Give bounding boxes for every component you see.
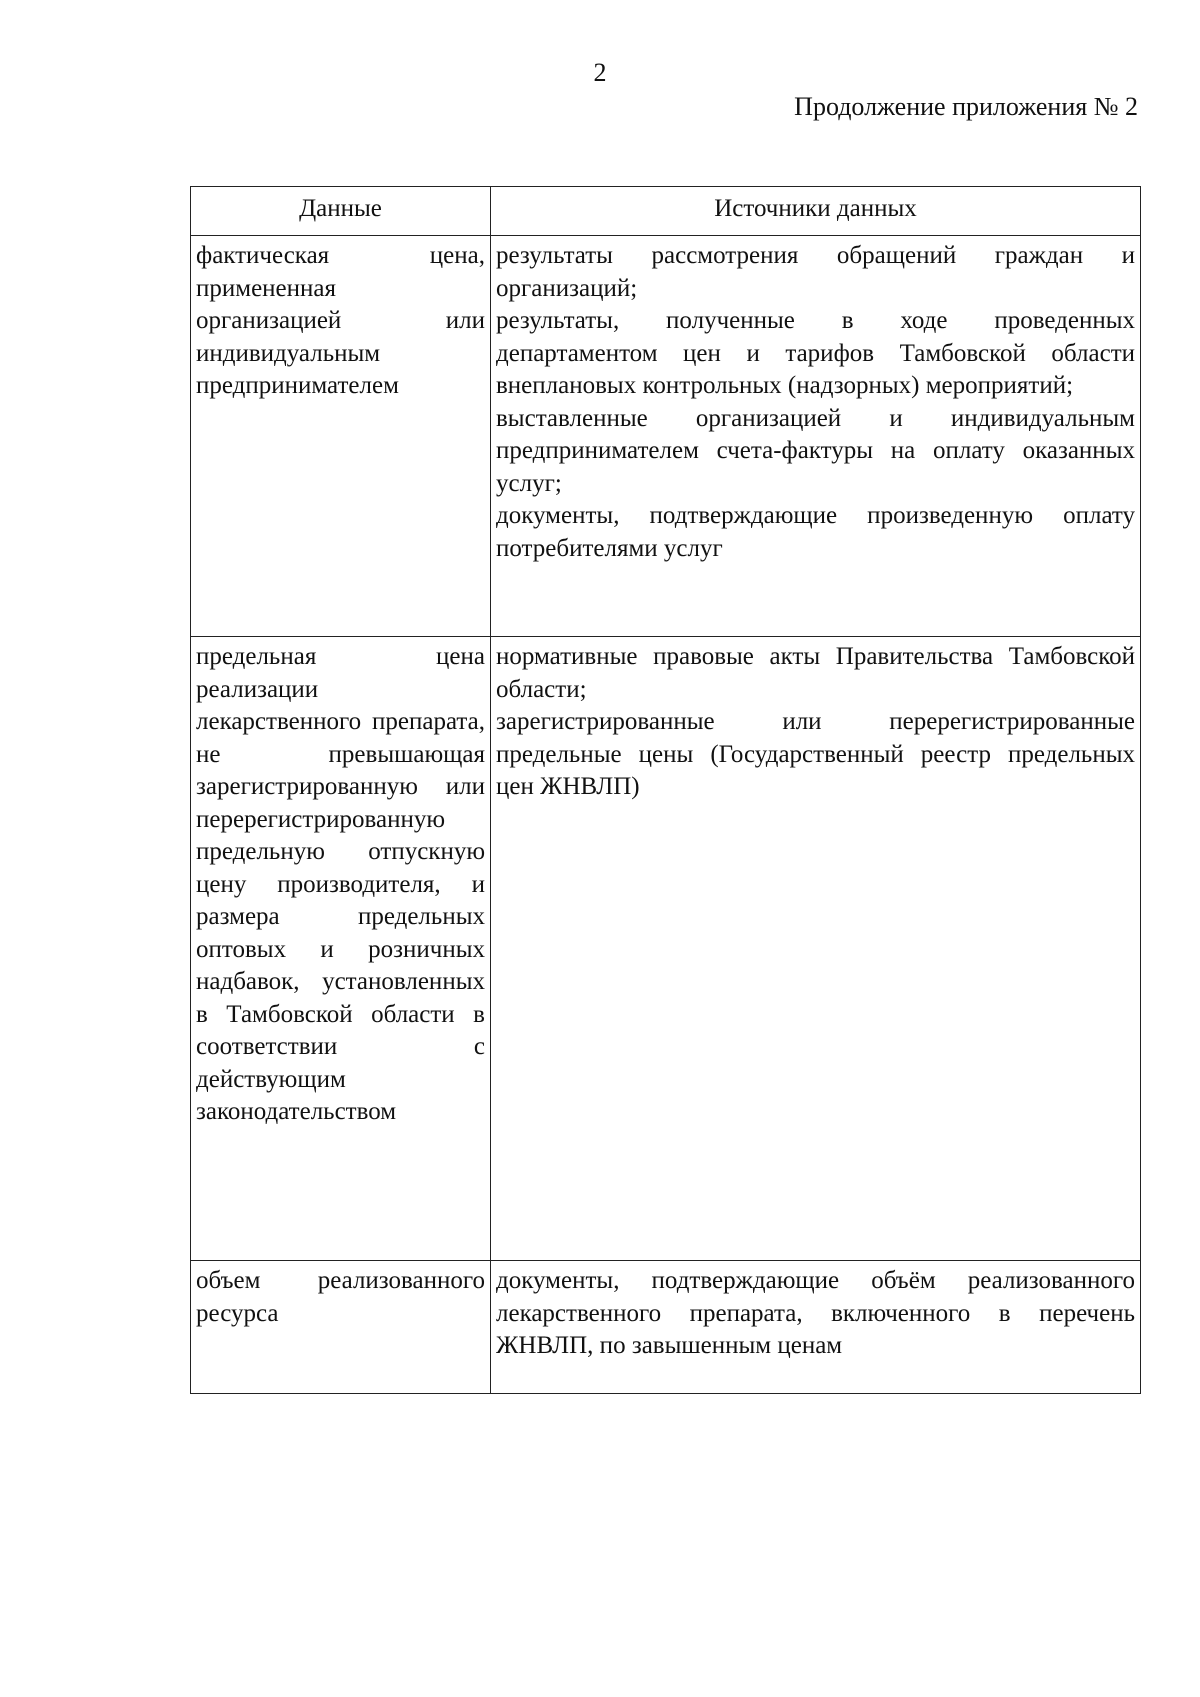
source-item: документы, подтверждающие объём реализованного лекарственного препарата, включенного в перечень ЖНВЛП, по завышенным ценам xyxy=(496,1267,1135,1359)
page-number: 2 xyxy=(593,58,607,87)
source-item: документы, подтверждающие произведенную оплату потребителями услуг xyxy=(496,502,1135,562)
data-cell: предельная цена реализации лекарственного препарата, не превышающая зарегистрированную или перерегистрированную предельную отпускную цену производителя, и размера предельных оптовых и розничных надбавок, установленных в Тамбовской области в соответствии с действующим законодательством xyxy=(191,637,491,1261)
header-sources: Источники данных xyxy=(491,187,1141,236)
table-row xyxy=(191,236,1141,637)
data-cell: объем реализованного ресурса xyxy=(191,1261,491,1394)
sources-cell xyxy=(491,1261,1141,1394)
sources-cell xyxy=(491,236,1141,637)
table-row xyxy=(191,637,1141,1261)
data-sources-table xyxy=(190,186,1141,1394)
source-item: результаты, полученные в ходе проведенных департаментом цен и тарифов Тамбовской области внеплановых контрольных (надзорных) мероприятий; xyxy=(496,307,1135,399)
sources-cell xyxy=(491,637,1141,1261)
table-row xyxy=(191,1261,1141,1394)
appendix-note: Продолжение приложения № 2 xyxy=(794,92,1138,121)
source-item: результаты рассмотрения обращений граждан и организаций; xyxy=(496,242,1135,302)
source-item: выставленные организацией и индивидуальным предпринимателем счета-фактуры на оплату оказанных услуг; xyxy=(496,404,1135,497)
data-cell: фактическая цена, примененная организацией или индивидуальным предпринимателем xyxy=(191,236,491,637)
source-item: нормативные правовые акты Правительства Тамбовской области; xyxy=(496,643,1135,703)
table-header-row xyxy=(191,187,1141,236)
header-data: Данные xyxy=(191,187,491,236)
source-item: зарегистрированные или перерегистрированные предельные цены (Государственный реестр предельных цен ЖНВЛП) xyxy=(496,708,1135,800)
